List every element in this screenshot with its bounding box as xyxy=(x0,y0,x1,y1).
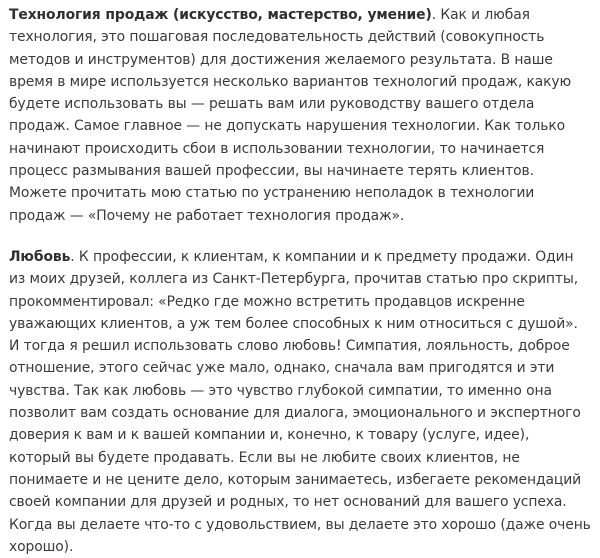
paragraph-sales-technology xyxy=(9,4,591,227)
paragraph-love xyxy=(9,246,591,558)
paragraph-text: . Как и любая технология, это пошаговая последовательность действий (совокупность методов и инструментов) для достижения желаемого результата. В наше время в мире используется несколько вариантов технологий продаж, какую будете использовать вы — решать вам или руководству вашего отдела продаж. Самое главное — не допускать нарушения технологии. Как только начинают происходить сбои в использовании технологии, то начинается процесс размывания вашей профессии, вы начинаете терять клиентов. Можете прочитать мою статью по устранению неполадок в технологии продаж — «Почему не работает технология продаж». xyxy=(9,7,572,224)
paragraph-text: . К профессии, к клиентам, к компании и к предмету продажи. Один из моих друзей, коллега из Санкт-Петербурга, прочитав статью про скрипты, прокомментировал: «Редко где можно встретить продавцов искренне уважающих клиентов, а уж тем более способных к ним относиться с душой». И тогда я решил использовать слово любовь! Симпатия, лояльность, доброе отношение, этого сейчас уже мало, однако, сначала вам пригодятся и эти чувства. Так как любовь — это чувство глубокой симпатии, то именно она позволит вам создать основание для диалога, эмоционального и экспертного доверия к вам и к вашей компании и, конечно, к товару (услуге, идее), который вы будете продавать. Если вы не любите своих клиентов, не понимаете и не цените дело, которым занимаетесь, избегаете рекомендаций своей компании для друзей и родных, то нет оснований для вашего успеха. Когда вы делаете что-то с удовольствием, вы делаете это хорошо (даже очень хорошо). xyxy=(9,248,591,555)
term-sales-technology: Технология продаж (искусство, мастерство, умение) xyxy=(9,7,432,23)
term-love: Любовь xyxy=(9,248,71,265)
